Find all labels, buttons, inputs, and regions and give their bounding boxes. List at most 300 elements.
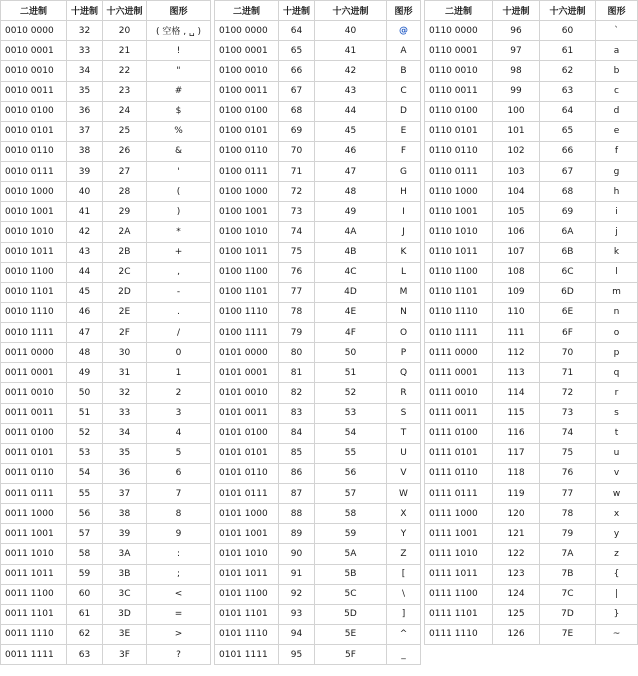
cell-glyph: 0 (147, 343, 211, 363)
cell-glyph: 8 (147, 504, 211, 524)
cell-hex: 5B (315, 564, 387, 584)
cell-glyph: \ (387, 584, 421, 604)
cell-decimal: 118 (493, 463, 540, 483)
cell-binary: 0101 0001 (215, 363, 279, 383)
cell-decimal: 113 (493, 363, 540, 383)
table-row (215, 624, 421, 644)
cell-hex: 23 (103, 81, 147, 101)
cell-hex: 21 (103, 41, 147, 61)
cell-hex: 73 (540, 403, 596, 423)
cell-hex: 50 (315, 343, 387, 363)
cell-glyph: ] (387, 604, 421, 624)
cell-binary: 0010 0011 (1, 81, 67, 101)
cell-decimal: 85 (279, 443, 315, 463)
cell-hex: 7C (540, 584, 596, 604)
table-row (215, 222, 421, 242)
table-row (425, 21, 638, 41)
cell-glyph: K (387, 242, 421, 262)
table-row (425, 262, 638, 282)
table-row (215, 363, 421, 383)
cell-glyph: > (147, 624, 211, 644)
cell-binary: 0110 0001 (425, 41, 493, 61)
cell-glyph: t (596, 423, 638, 443)
table-row (425, 343, 638, 363)
cell-decimal: 67 (279, 81, 315, 101)
header-hex: 十六进制 (315, 1, 387, 21)
cell-glyph: b (596, 61, 638, 81)
cell-hex: 75 (540, 443, 596, 463)
table-row (425, 504, 638, 524)
table-row (1, 544, 211, 564)
cell-hex: 78 (540, 504, 596, 524)
cell-glyph: A (387, 41, 421, 61)
cell-hex: 3C (103, 584, 147, 604)
table-row (1, 504, 211, 524)
cell-decimal: 81 (279, 363, 315, 383)
cell-glyph: a (596, 41, 638, 61)
ascii-table-2 (214, 0, 421, 665)
table-row (215, 544, 421, 564)
cell-glyph: P (387, 343, 421, 363)
cell-binary: 0010 1100 (1, 262, 67, 282)
table-row (425, 584, 638, 604)
cell-glyph: o (596, 323, 638, 343)
cell-decimal: 98 (493, 61, 540, 81)
cell-hex: 5E (315, 624, 387, 644)
table-row (1, 202, 211, 222)
cell-hex: 5C (315, 584, 387, 604)
cell-glyph: u (596, 443, 638, 463)
table-row (425, 363, 638, 383)
cell-hex: 33 (103, 403, 147, 423)
cell-glyph: ^ (387, 624, 421, 644)
table-row (425, 81, 638, 101)
cell-binary: 0101 0111 (215, 484, 279, 504)
cell-binary: 0011 0010 (1, 383, 67, 403)
cell-binary: 0100 0111 (215, 162, 279, 182)
cell-glyph: " (147, 61, 211, 81)
cell-hex: 55 (315, 443, 387, 463)
table-row (215, 463, 421, 483)
cell-glyph: S (387, 403, 421, 423)
table-row (425, 101, 638, 121)
cell-decimal: 106 (493, 222, 540, 242)
cell-glyph: 3 (147, 403, 211, 423)
table-row (1, 21, 211, 41)
table-row (1, 423, 211, 443)
header-decimal: 十进制 (279, 1, 315, 21)
table-row (1, 645, 211, 665)
table-row (215, 443, 421, 463)
cell-glyph: g (596, 162, 638, 182)
cell-hex: 30 (103, 343, 147, 363)
table-row (215, 302, 421, 322)
cell-decimal: 37 (67, 121, 103, 141)
cell-binary: 0101 1001 (215, 524, 279, 544)
cell-decimal: 32 (67, 21, 103, 41)
cell-binary: 0011 1111 (1, 645, 67, 665)
cell-decimal: 75 (279, 242, 315, 262)
cell-decimal: 77 (279, 282, 315, 302)
cell-binary: 0010 1001 (1, 202, 67, 222)
cell-decimal: 103 (493, 162, 540, 182)
cell-hex: 70 (540, 343, 596, 363)
cell-binary: 0010 1000 (1, 182, 67, 202)
cell-hex: 34 (103, 423, 147, 443)
cell-hex: 52 (315, 383, 387, 403)
cell-hex: 62 (540, 61, 596, 81)
cell-decimal: 52 (67, 423, 103, 443)
table-row (425, 121, 638, 141)
cell-hex: 72 (540, 383, 596, 403)
cell-glyph: 5 (147, 443, 211, 463)
cell-binary: 0110 1000 (425, 182, 493, 202)
cell-decimal: 115 (493, 403, 540, 423)
cell-glyph: J (387, 222, 421, 242)
cell-hex: 22 (103, 61, 147, 81)
table-row (1, 282, 211, 302)
cell-hex: 6D (540, 282, 596, 302)
cell-hex: 76 (540, 463, 596, 483)
cell-glyph: ( 空格 , ␣ ) (147, 21, 211, 41)
header-row (215, 1, 421, 21)
cell-decimal: 93 (279, 604, 315, 624)
cell-hex: 7E (540, 624, 596, 644)
cell-hex: 2A (103, 222, 147, 242)
cell-decimal: 100 (493, 101, 540, 121)
table-row (1, 242, 211, 262)
cell-hex: 2C (103, 262, 147, 282)
cell-hex: 3F (103, 645, 147, 665)
cell-binary: 0111 1100 (425, 584, 493, 604)
cell-decimal: 105 (493, 202, 540, 222)
cell-binary: 0101 0011 (215, 403, 279, 423)
cell-hex: 40 (315, 21, 387, 41)
cell-glyph: y (596, 524, 638, 544)
cell-hex: 26 (103, 141, 147, 161)
cell-glyph: z (596, 544, 638, 564)
table-row (425, 323, 638, 343)
header-decimal: 十进制 (67, 1, 103, 21)
cell-glyph: N (387, 302, 421, 322)
table-row (215, 202, 421, 222)
cell-decimal: 114 (493, 383, 540, 403)
cell-binary: 0111 0110 (425, 463, 493, 483)
table-row (1, 61, 211, 81)
cell-decimal: 44 (67, 262, 103, 282)
cell-hex: 4A (315, 222, 387, 242)
cell-binary: 0111 1011 (425, 564, 493, 584)
cell-glyph: / (147, 323, 211, 343)
cell-binary: 0100 1010 (215, 222, 279, 242)
cell-hex: 4B (315, 242, 387, 262)
cell-decimal: 62 (67, 624, 103, 644)
cell-hex: 65 (540, 121, 596, 141)
cell-glyph: 1 (147, 363, 211, 383)
cell-hex: 38 (103, 504, 147, 524)
cell-decimal: 80 (279, 343, 315, 363)
cell-hex: 7D (540, 604, 596, 624)
cell-glyph: s (596, 403, 638, 423)
cell-decimal: 61 (67, 604, 103, 624)
cell-binary: 0100 0101 (215, 121, 279, 141)
cell-decimal: 40 (67, 182, 103, 202)
cell-hex: 37 (103, 484, 147, 504)
cell-decimal: 108 (493, 262, 540, 282)
table-row (1, 363, 211, 383)
cell-hex: 4E (315, 302, 387, 322)
cell-binary: 0111 0010 (425, 383, 493, 403)
cell-glyph: w (596, 484, 638, 504)
cell-glyph: Q (387, 363, 421, 383)
table-row (425, 383, 638, 403)
cell-hex: 58 (315, 504, 387, 524)
cell-glyph: , (147, 262, 211, 282)
cell-hex: 20 (103, 21, 147, 41)
cell-glyph: 7 (147, 484, 211, 504)
cell-hex: 3E (103, 624, 147, 644)
table-row (215, 484, 421, 504)
cell-decimal: 110 (493, 302, 540, 322)
cell-hex: 4C (315, 262, 387, 282)
cell-hex: 32 (103, 383, 147, 403)
cell-decimal: 35 (67, 81, 103, 101)
cell-hex: 67 (540, 162, 596, 182)
cell-binary: 0011 0001 (1, 363, 67, 383)
table-row (1, 101, 211, 121)
header-hex: 十六进制 (540, 1, 596, 21)
cell-hex: 49 (315, 202, 387, 222)
table-row (425, 182, 638, 202)
cell-binary: 0100 1101 (215, 282, 279, 302)
cell-hex: 5D (315, 604, 387, 624)
cell-hex: 24 (103, 101, 147, 121)
cell-binary: 0110 1111 (425, 323, 493, 343)
cell-glyph: h (596, 182, 638, 202)
cell-glyph: ` (596, 21, 638, 41)
table-row (215, 81, 421, 101)
cell-decimal: 58 (67, 544, 103, 564)
cell-decimal: 71 (279, 162, 315, 182)
cell-glyph: I (387, 202, 421, 222)
table-row (1, 121, 211, 141)
header-glyph: 图形 (596, 1, 638, 21)
cell-decimal: 68 (279, 101, 315, 121)
cell-glyph: R (387, 383, 421, 403)
table-row (215, 423, 421, 443)
cell-hex: 53 (315, 403, 387, 423)
table-row (425, 564, 638, 584)
cell-decimal: 69 (279, 121, 315, 141)
cell-binary: 0110 0100 (425, 101, 493, 121)
cell-glyph: x (596, 504, 638, 524)
cell-glyph: ( (147, 182, 211, 202)
cell-binary: 0110 0111 (425, 162, 493, 182)
cell-decimal: 38 (67, 141, 103, 161)
cell-binary: 0101 1111 (215, 645, 279, 665)
cell-binary: 0101 1011 (215, 564, 279, 584)
cell-binary: 0100 0010 (215, 61, 279, 81)
cell-glyph: $ (147, 101, 211, 121)
cell-hex: 64 (540, 101, 596, 121)
cell-binary: 0111 0000 (425, 343, 493, 363)
table-row (425, 202, 638, 222)
cell-decimal: 49 (67, 363, 103, 383)
cell-decimal: 56 (67, 504, 103, 524)
cell-decimal: 64 (279, 21, 315, 41)
cell-decimal: 74 (279, 222, 315, 242)
cell-hex: 74 (540, 423, 596, 443)
cell-glyph: T (387, 423, 421, 443)
cell-binary: 0101 1000 (215, 504, 279, 524)
cell-decimal: 92 (279, 584, 315, 604)
cell-glyph: c (596, 81, 638, 101)
cell-decimal: 73 (279, 202, 315, 222)
table-row (425, 403, 638, 423)
table-row (1, 584, 211, 604)
cell-hex: 2F (103, 323, 147, 343)
cell-glyph: i (596, 202, 638, 222)
cell-hex: 69 (540, 202, 596, 222)
cell-hex: 61 (540, 41, 596, 61)
cell-decimal: 99 (493, 81, 540, 101)
cell-glyph: | (596, 584, 638, 604)
cell-binary: 0110 0011 (425, 81, 493, 101)
cell-decimal: 109 (493, 282, 540, 302)
cell-binary: 0100 0100 (215, 101, 279, 121)
cell-hex: 27 (103, 162, 147, 182)
cell-glyph: 9 (147, 524, 211, 544)
cell-glyph: m (596, 282, 638, 302)
cell-decimal: 107 (493, 242, 540, 262)
cell-decimal: 34 (67, 61, 103, 81)
cell-hex: 46 (315, 141, 387, 161)
cell-binary: 0110 1011 (425, 242, 493, 262)
cell-hex: 48 (315, 182, 387, 202)
table-row (1, 484, 211, 504)
table-row (1, 403, 211, 423)
cell-glyph: ? (147, 645, 211, 665)
cell-decimal: 59 (67, 564, 103, 584)
table-row (1, 162, 211, 182)
cell-glyph: ! (147, 41, 211, 61)
cell-binary: 0111 1000 (425, 504, 493, 524)
cell-hex: 36 (103, 463, 147, 483)
table-row (1, 343, 211, 363)
cell-hex: 7A (540, 544, 596, 564)
cell-decimal: 42 (67, 222, 103, 242)
cell-binary: 0101 1010 (215, 544, 279, 564)
cell-decimal: 121 (493, 524, 540, 544)
cell-hex: 44 (315, 101, 387, 121)
cell-decimal: 53 (67, 443, 103, 463)
cell-binary: 0010 0000 (1, 21, 67, 41)
table-row (215, 162, 421, 182)
cell-glyph: q (596, 363, 638, 383)
cell-decimal: 36 (67, 101, 103, 121)
cell-decimal: 120 (493, 504, 540, 524)
cell-decimal: 63 (67, 645, 103, 665)
cell-hex: 2B (103, 242, 147, 262)
cell-decimal: 116 (493, 423, 540, 443)
table-row (1, 222, 211, 242)
table-row (425, 222, 638, 242)
cell-binary: 0011 1110 (1, 624, 67, 644)
cell-binary: 0100 1100 (215, 262, 279, 282)
cell-binary: 0111 1010 (425, 544, 493, 564)
cell-binary: 0011 1010 (1, 544, 67, 564)
table-row (1, 443, 211, 463)
cell-hex: 2D (103, 282, 147, 302)
cell-binary: 0111 0100 (425, 423, 493, 443)
cell-binary: 0010 0110 (1, 141, 67, 161)
cell-hex: 56 (315, 463, 387, 483)
table-row (1, 41, 211, 61)
cell-binary: 0110 1010 (425, 222, 493, 242)
cell-binary: 0010 1111 (1, 323, 67, 343)
table-row (215, 282, 421, 302)
cell-glyph: B (387, 61, 421, 81)
table-row (425, 61, 638, 81)
table-row (1, 182, 211, 202)
cell-binary: 0110 1110 (425, 302, 493, 322)
cell-hex: 29 (103, 202, 147, 222)
cell-hex: 42 (315, 61, 387, 81)
cell-glyph: - (147, 282, 211, 302)
cell-glyph: f (596, 141, 638, 161)
cell-glyph: : (147, 544, 211, 564)
cell-decimal: 66 (279, 61, 315, 81)
table-row (425, 282, 638, 302)
cell-binary: 0100 0001 (215, 41, 279, 61)
cell-binary: 0011 0011 (1, 403, 67, 423)
cell-decimal: 51 (67, 403, 103, 423)
cell-hex: 31 (103, 363, 147, 383)
cell-decimal: 90 (279, 544, 315, 564)
cell-binary: 0011 0111 (1, 484, 67, 504)
cell-hex: 57 (315, 484, 387, 504)
cell-decimal: 54 (67, 463, 103, 483)
cell-decimal: 95 (279, 645, 315, 665)
cell-decimal: 122 (493, 544, 540, 564)
cell-glyph: p (596, 343, 638, 363)
cell-decimal: 112 (493, 343, 540, 363)
cell-glyph: E (387, 121, 421, 141)
header-binary: 二进制 (425, 1, 493, 21)
cell-decimal: 79 (279, 323, 315, 343)
cell-binary: 0110 0000 (425, 21, 493, 41)
cell-hex: 7B (540, 564, 596, 584)
cell-binary: 0100 1000 (215, 182, 279, 202)
cell-decimal: 91 (279, 564, 315, 584)
table-row (425, 423, 638, 443)
table-row (425, 624, 638, 644)
cell-hex: 43 (315, 81, 387, 101)
cell-decimal: 45 (67, 282, 103, 302)
cell-decimal: 48 (67, 343, 103, 363)
cell-binary: 0110 0010 (425, 61, 493, 81)
table-row (425, 544, 638, 564)
cell-binary: 0011 0000 (1, 343, 67, 363)
cell-binary: 0110 1101 (425, 282, 493, 302)
table-row (1, 323, 211, 343)
cell-glyph: O (387, 323, 421, 343)
cell-binary: 0101 0010 (215, 383, 279, 403)
table-row (215, 604, 421, 624)
cell-hex: 6B (540, 242, 596, 262)
cell-glyph: _ (387, 645, 421, 665)
cell-glyph: ) (147, 202, 211, 222)
